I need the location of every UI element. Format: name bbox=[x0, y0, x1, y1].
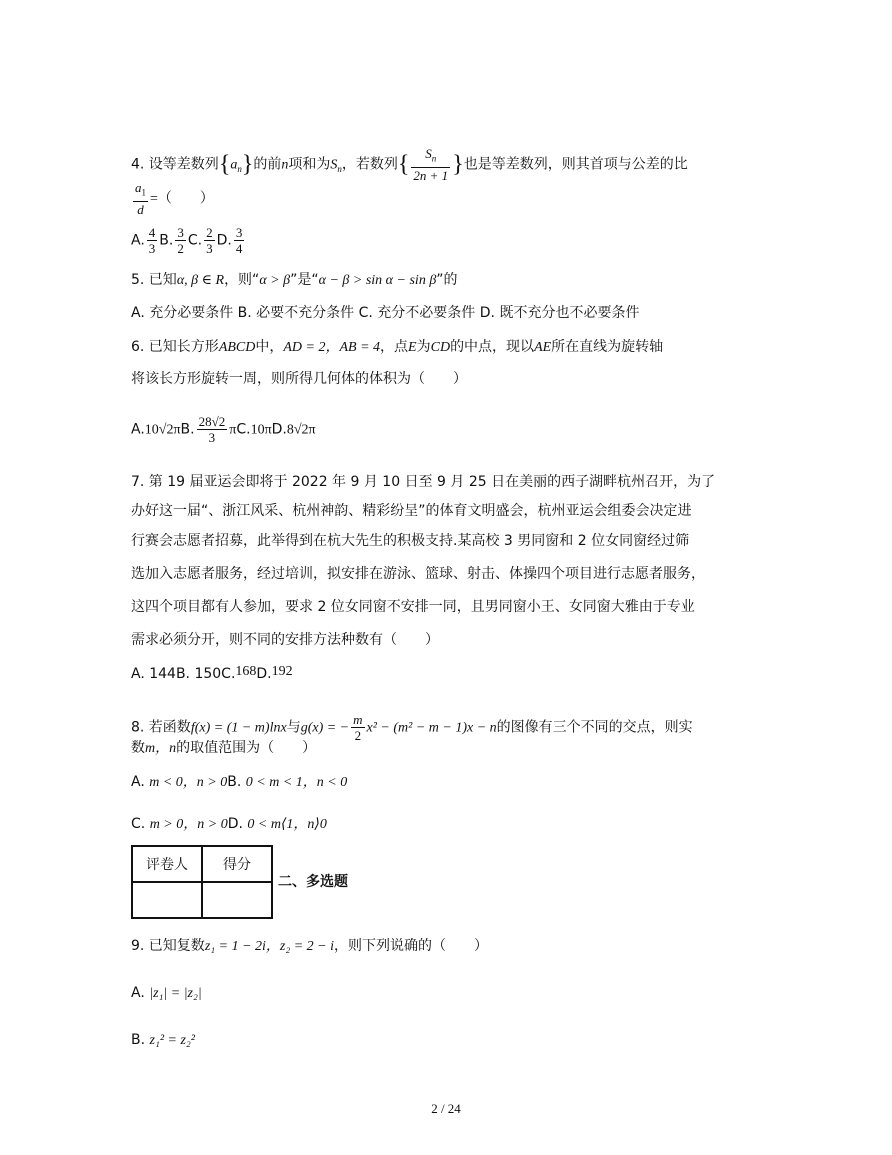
q6-opt-c-value: 10π bbox=[250, 422, 272, 438]
brace-right-2: } bbox=[452, 151, 464, 178]
q4-a-num: 4 bbox=[148, 225, 156, 240]
q9-opt-b-label: B. bbox=[131, 1032, 146, 1048]
q8-mn: m，n bbox=[145, 741, 177, 756]
q4-d-den: 4 bbox=[235, 241, 243, 256]
q4-opt-c-value bbox=[204, 225, 215, 256]
score-table bbox=[131, 845, 273, 919]
q7-line: 办好这一届“、浙江风采、杭州神韵、精彩纷呈”的体育文明盛会，杭州亚运会组委会决定进 bbox=[131, 503, 692, 519]
q6-options bbox=[131, 414, 316, 445]
q8-f: f(x) = (1 − m)lnx bbox=[190, 720, 287, 736]
q7-line: 需求必须分开，则不同的安排方法种数有（ ） bbox=[131, 632, 439, 648]
q8-text-c: 的图像有三个不同的交点，则实 bbox=[496, 719, 693, 736]
score-table-header-score: 得分 bbox=[202, 846, 272, 882]
q4-b-num: 3 bbox=[177, 225, 184, 240]
q4-c-den: 3 bbox=[206, 241, 213, 256]
q5-q: α − β > sin α − sin β bbox=[318, 273, 437, 288]
q8-opt-d-value: 0 < m⟨1，n⟩0 bbox=[247, 817, 327, 832]
q4-frac-den: 2n + 1 bbox=[413, 167, 449, 183]
q4-ratio-a: a bbox=[135, 180, 142, 195]
q6-opt-b-label: B. bbox=[180, 421, 195, 438]
page-number: 2 / 24 bbox=[431, 1101, 461, 1116]
q6-b-pi: π bbox=[229, 422, 237, 438]
brace-right: } bbox=[241, 151, 254, 178]
q6-opt-d-label: D. bbox=[271, 421, 287, 438]
q4-opt-d-label: D. bbox=[216, 232, 232, 249]
q4-text-b: 的前 bbox=[253, 156, 282, 173]
q4-text-d: ，若数列 bbox=[341, 156, 398, 173]
q8-opt-d-label: D. bbox=[227, 816, 243, 832]
q8-text-d: 数 bbox=[131, 740, 145, 756]
q4-opt-a-label: A. bbox=[131, 232, 145, 249]
q4-opt-a-value bbox=[147, 225, 158, 256]
q6-text-c: ，点 bbox=[380, 339, 409, 355]
q4-opt-b-label: B. bbox=[159, 232, 174, 249]
q6-given: AD = 2，AB = 4 bbox=[283, 340, 381, 355]
q4-stem bbox=[131, 146, 688, 183]
q9-given: z₁ = 1 − 2i，z₂ = 2 − i bbox=[204, 939, 335, 954]
q4-S: S bbox=[330, 157, 338, 173]
q4-sub-n: n bbox=[237, 164, 242, 175]
q8-opt-a-label: A. bbox=[131, 774, 145, 790]
q7-line: 行赛会志愿者招募，此举得到在杭大先生的积极支持.某高校 3 男同窗和 2 位女同窗经过筛 bbox=[131, 533, 690, 549]
q6-AE: AE bbox=[534, 340, 552, 355]
q9-opt-b-value: z₁² = z₂² bbox=[149, 1033, 195, 1048]
q6-text-e: 的中点，现以 bbox=[450, 339, 535, 355]
brace-left-2: { bbox=[397, 151, 410, 178]
q9-opt-a-value: |z₁| = |z₂| bbox=[149, 986, 202, 1001]
q5-cond: α, β ∈ R bbox=[176, 273, 225, 288]
q5-text-c: ”是“ bbox=[290, 272, 319, 288]
q6-abcd: ABCD bbox=[218, 340, 256, 355]
q8-options-ab bbox=[131, 772, 347, 793]
q9-stem bbox=[131, 936, 488, 957]
q8-options-cd bbox=[131, 814, 327, 835]
q8-g-fraction bbox=[351, 712, 364, 743]
q4-ratio-fraction bbox=[133, 180, 148, 217]
q9-option-b bbox=[131, 1030, 195, 1051]
q5-stem bbox=[131, 270, 458, 291]
q4-opt-d-value bbox=[234, 225, 245, 256]
q7-line: 这四个项目都有人参加，要求 2 位女同窗不安排一同，且男同窗小王、女同窗大雅由于专业 bbox=[131, 599, 695, 615]
q8-text-a: 8. 若函数 bbox=[131, 719, 191, 736]
q6-opt-c-label: C. bbox=[236, 421, 251, 438]
q6-b-num: 28√2 bbox=[198, 414, 226, 429]
q6-E: E bbox=[408, 340, 417, 355]
q4-n: n bbox=[281, 157, 289, 173]
score-table-cell-grader[interactable] bbox=[132, 882, 202, 918]
q9-opt-a-label: A. bbox=[131, 985, 145, 1001]
q4-ratio-d: d bbox=[133, 201, 148, 217]
q6-opt-b-value bbox=[197, 414, 228, 445]
q4-frac-S: S bbox=[425, 146, 432, 161]
q8-g-a: g(x) = − bbox=[300, 720, 350, 736]
q9-option-a bbox=[131, 983, 202, 1004]
q6-text-f: 所在直线为旋转轴 bbox=[551, 339, 664, 355]
q8-g-num: m bbox=[353, 712, 363, 727]
section-heading: 二、多选题 bbox=[278, 874, 348, 890]
q7-opt-d-label: D. bbox=[256, 666, 272, 682]
q4-options bbox=[131, 225, 246, 256]
q4-ratio-line bbox=[131, 180, 214, 217]
q5-p: α > β bbox=[259, 273, 291, 288]
q9-text-a: 9. 已知复数 bbox=[131, 938, 205, 954]
q6-text-a: 6. 已知长方形 bbox=[131, 339, 219, 355]
q4-text: 4. 设等差数列 bbox=[131, 156, 219, 173]
q7-opt-d-value: 192 bbox=[271, 664, 293, 679]
q4-b-den: 2 bbox=[177, 241, 184, 256]
q9-text-b: ，则下列说确的（ ） bbox=[334, 938, 489, 954]
q7-opt-ab: A. 144B. 150C. bbox=[131, 666, 236, 682]
q8-text-b: 与 bbox=[286, 719, 301, 736]
brace-left: { bbox=[218, 151, 231, 178]
q6-stem-line1 bbox=[131, 337, 663, 358]
q4-c-num: 2 bbox=[206, 225, 213, 240]
q8-opt-c-label: C. bbox=[131, 816, 146, 832]
q4-sn-fraction bbox=[411, 146, 450, 183]
q4-S-sub: n bbox=[337, 164, 342, 175]
q7-line: 选加入志愿者服务，经过培训，拟安排在游泳、篮球、射击、体操四个项目进行志愿者服务， bbox=[131, 566, 705, 582]
q6-CD: CD bbox=[430, 340, 451, 355]
q4-a-den: 3 bbox=[148, 241, 156, 256]
q8-opt-b-label: B. bbox=[227, 774, 242, 790]
q4-frac-sub: n bbox=[431, 153, 437, 164]
q8-opt-a-value: m < 0，n > 0 bbox=[149, 775, 228, 790]
q6-opt-a-value: 10√2π bbox=[144, 422, 181, 438]
q5-text-a: 5. 已知 bbox=[131, 272, 177, 288]
q4-text-e: 也是等差数列，则其首项与公差的比 bbox=[463, 156, 688, 173]
q8-opt-c-value: m > 0，n > 0 bbox=[149, 817, 228, 832]
q7-options bbox=[131, 662, 293, 684]
q6-text-b: 中， bbox=[255, 339, 284, 355]
q6-text-d: 为 bbox=[416, 339, 431, 355]
q8-text-e: 的取值范围为（ ） bbox=[176, 740, 317, 756]
q4-d-num: 3 bbox=[235, 225, 243, 240]
q5-text-b: ，则“ bbox=[224, 272, 260, 288]
q4-opt-b-value bbox=[175, 225, 186, 256]
q6-opt-a-label: A. bbox=[131, 421, 145, 438]
q8-g-b: x² − (m² − m − 1)x − n bbox=[366, 720, 497, 736]
q4-paren: （ ） bbox=[157, 190, 214, 207]
q4-text-c: 项和为 bbox=[288, 156, 331, 173]
q4-eq: = bbox=[150, 191, 158, 207]
q7-line: 7. 第 19 届亚运会即将于 2022 年 9 月 10 日至 9 月 25 日在美丽的西子湖畔杭州召开，为了 bbox=[131, 474, 716, 490]
q8-g-den: 2 bbox=[351, 727, 364, 743]
q5-options: A. 充分必要条件 B. 必要不充分条件 C. 充分不必要条件 D. 既不充分也不必要条件 bbox=[131, 305, 640, 321]
score-table-header-grader: 评卷人 bbox=[132, 846, 202, 882]
q5-text-d: ”的 bbox=[436, 272, 458, 288]
q4-ratio-sub: 1 bbox=[141, 187, 146, 198]
q4-seq-a: a bbox=[230, 157, 238, 173]
q6-stem-line2: 将该长方形旋转一周，则所得几何体的体积为（ ） bbox=[131, 371, 467, 387]
q6-b-den: 3 bbox=[197, 429, 228, 445]
q7-opt-c-value: 168 bbox=[235, 664, 257, 679]
score-table-cell-score[interactable] bbox=[202, 882, 272, 918]
q6-opt-d-value: 8√2π bbox=[286, 422, 316, 438]
q8-opt-b-value: 0 < m < 1，n < 0 bbox=[245, 775, 348, 790]
q4-opt-c-label: C. bbox=[187, 232, 203, 249]
q8-stem-line2 bbox=[131, 738, 316, 759]
